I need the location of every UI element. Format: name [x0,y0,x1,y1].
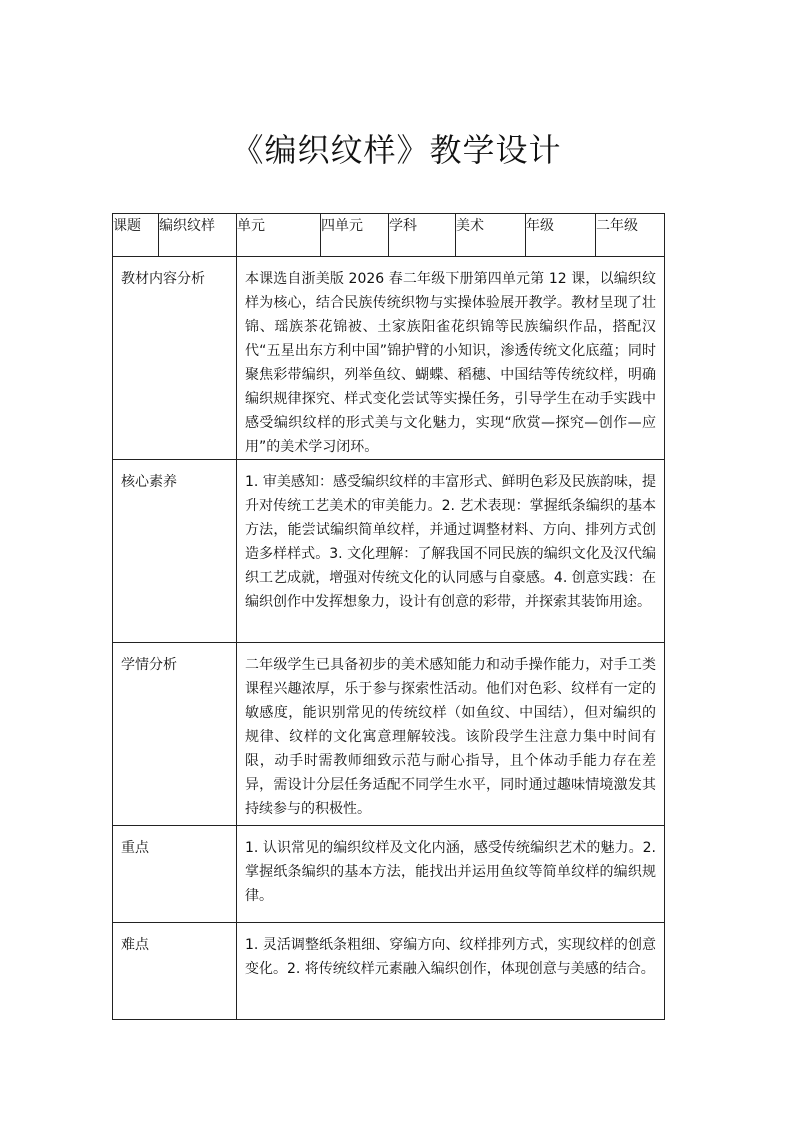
row-label-core-literacy: 核心素养 [113,460,237,643]
page-title: 《编织纹样》教学设计 [231,131,562,169]
table-row [113,257,665,460]
table-row [113,923,665,1020]
row-label-material-analysis: 教材内容分析 [113,257,237,460]
row-content-difficulties: 1. 灵活调整纸条粗细、穿编方向、纹样排列方式，实现纹样的创意变化。2. 将传统纹样元素融入编织创作，体现创意与美感的结合。 [237,923,665,1020]
row-content-core-literacy: 1. 审美感知：感受编织纹样的丰富形式、鲜明色彩及民族韵味，提升对传统工艺美术的审美能力。2. 艺术表现：掌握纸条编织的基本方法，能尝试编织简单纹样，并通过调整材料、方向、排列方式创造多样样式。3. 文化理解：了解我国不同民族的编织文化及汉代编织工艺成就，增强对传统文化的认同感与自豪感。4. 创意实践：在编织创作中发挥想象力，设计有创意的彩带，并探索其装饰用途。 [237,460,665,643]
table-row [113,826,665,923]
table-header-row [113,214,665,257]
discipline-value: 美术 [456,214,526,257]
lesson-plan-table [112,213,665,1020]
discipline-label: 学科 [389,214,456,257]
grade-label: 年级 [526,214,596,257]
grade-value: 二年级 [596,214,665,257]
row-content-material-analysis: 本课选自浙美版 2026 春二年级下册第四单元第 12 课，以编织纹样为核心，结合民族传统织物与实操体验展开教学。教材呈现了壮锦、瑶族茶花锦被、土家族阳雀花织锦等民族编织作品，搭配汉代“五星出东方利中国”锦护臂的小知识，渗透传统文化底蕴；同时聚焦彩带编织，列举鱼纹、蝴蝶、稻穗、中国结等传统纹样，明确编织规律探究、样式变化尝试等实操任务，引导学生在动手实践中感受编织纹样的形式美与文化魅力，实现“欣赏—探究—创作—应用”的美术学习闭环。 [237,257,665,460]
unit-label: 单元 [237,214,321,257]
row-label-learner-analysis: 学情分析 [113,643,237,826]
table-row [113,460,665,643]
subject-value: 编织纹样 [159,214,237,257]
table-row [113,643,665,826]
unit-value: 四单元 [321,214,389,257]
row-label-difficulties: 难点 [113,923,237,1020]
row-label-key-points: 重点 [113,826,237,923]
subject-label: 课题 [113,214,159,257]
row-content-key-points: 1. 认识常见的编织纹样及文化内涵，感受传统编织艺术的魅力。2. 掌握纸条编织的基本方法，能找出并运用鱼纹等简单纹样的编织规律。 [237,826,665,923]
row-content-learner-analysis: 二年级学生已具备初步的美术感知能力和动手操作能力，对手工类课程兴趣浓厚，乐于参与探索性活动。他们对色彩、纹样有一定的敏感度，能识别常见的传统纹样（如鱼纹、中国结），但对编织的规律、纹样的文化寓意理解较浅。该阶段学生注意力集中时间有限，动手时需教师细致示范与耐心指导，且个体动手能力存在差异，需设计分层任务适配不同学生水平，同时通过趣味情境激发其持续参与的积极性。 [237,643,665,826]
